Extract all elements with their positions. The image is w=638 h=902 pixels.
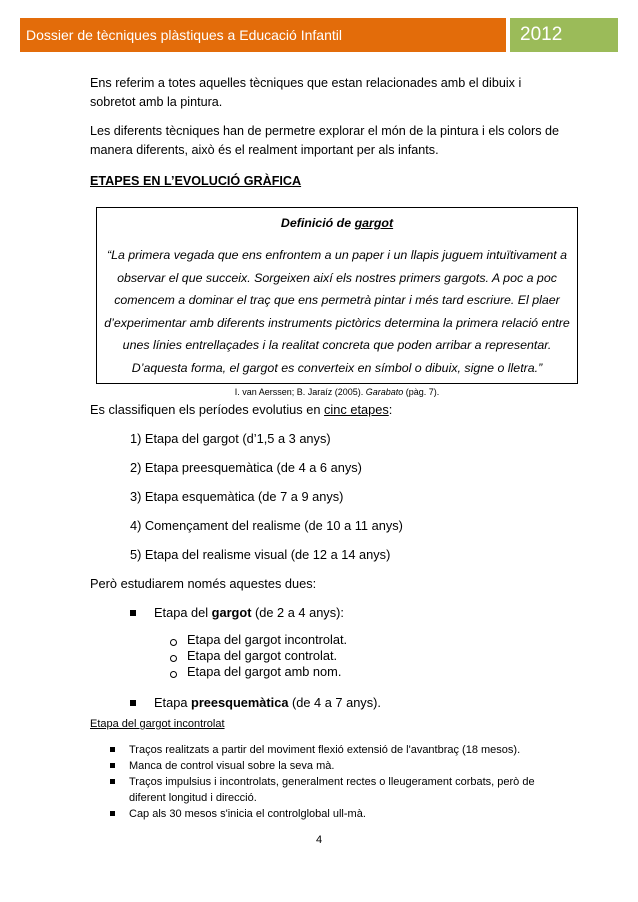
definition-quote: “La primera vegada que ens enfrontem a un paper i un llapis juguem intuïtivament a observar el que succeix. Sorgeixen així els nostres primers gargots. A poc a poc comencem a dominar el traç que ens permetrà pintar i més tard escriure. El plaer d’experimentar amb diferents instruments pictòrics determina la primera relació entre unes línies entrellaçades i la realitat concreta que poden arribar a representar. D’aquesta forma, el gargot es converteix en símbol o dibuix, signe o lletra.”: [104, 248, 570, 375]
page-number: 4: [315, 834, 323, 846]
page-header: [20, 18, 618, 52]
stage-item: 3) Etapa esquemàtica (de 7 a 9 anys): [130, 489, 344, 504]
square-bullet-icon: [110, 747, 115, 752]
study1-suffix: (de 2 a 4 anys):: [251, 605, 344, 620]
citation-authors: I. van Aerssen; B. Jaraíz (2005).: [234, 387, 366, 397]
intro-section: [90, 74, 570, 205]
square-bullet-icon: [110, 763, 115, 768]
study1-prefix: Etapa del: [154, 605, 212, 620]
study2-suffix: (de 4 a 7 anys).: [288, 695, 381, 710]
stage-item: 2) Etapa preesquemàtica (de 4 a 6 anys): [130, 460, 362, 475]
list-item-text: Traços impulsius i incontrolats, generalment rectes o lleugerament corbats, però de diferent longitud i direcció.: [129, 776, 535, 804]
substage-text: Etapa del gargot incontrolat.: [187, 632, 348, 647]
study-item-text: [154, 693, 381, 712]
substage-item: [90, 664, 570, 680]
citation-title: Garabato: [365, 387, 404, 397]
stages-intro-link: cinc etapes: [324, 402, 389, 417]
stages-intro: [90, 400, 570, 429]
list-item-text: Cap als 30 mesos s'inicia el controlglobal ull-mà.: [129, 808, 366, 820]
section-heading: ETAPES EN L’EVOLUCIÓ GRÀFICA: [90, 174, 302, 188]
definition-term: gargot: [354, 216, 394, 230]
substage-item: [90, 632, 570, 648]
study-item-text: [154, 603, 344, 622]
document-year: 2012: [510, 18, 618, 52]
definition-box: [96, 207, 578, 397]
substage-item: [90, 648, 570, 664]
list-item: [90, 806, 570, 822]
stage-item: 1) Etapa del gargot (d’1,5 a 3 anys): [130, 431, 331, 446]
intro-paragraph-2: Les diferents tècniques han de permetre explorar el món de la pintura i els colors de manera diferents, això és el realment important per als infants.: [90, 124, 560, 157]
study2-prefix: Etapa: [154, 695, 191, 710]
intro-paragraph-1: Ens referim a totes aquelles tècniques que estan relacionades amb el dibuix i sobretot amb la pintura.: [90, 76, 522, 109]
circle-bullet-icon: [170, 639, 177, 646]
square-bullet-icon: [110, 811, 115, 816]
document-title: Dossier de tècniques plàstiques a Educació Infantil: [20, 18, 506, 52]
substage-text: Etapa del gargot controlat.: [187, 648, 338, 663]
stage-item: 4) Començament del realisme (de 10 a 11 anys): [130, 518, 403, 533]
square-bullet-icon: [130, 610, 136, 616]
list-item: [90, 742, 570, 758]
uncontrolled-heading: Etapa del gargot incontrolat: [90, 718, 225, 730]
list-item-text: Manca de control visual sobre la seva mà.: [129, 760, 335, 772]
study-intro: Però estudiarem només aquestes dues:: [90, 576, 317, 591]
list-item: [90, 758, 570, 774]
stages-section: [90, 400, 570, 722]
study2-bold: preesquemàtica: [191, 695, 289, 710]
study-item-gargot: [90, 603, 570, 632]
citation-page: (pàg. 7).: [403, 387, 440, 397]
study1-bold: gargot: [211, 605, 252, 620]
definition-title: [103, 216, 571, 230]
list-item-text: Traços realitzats a partir del moviment flexió extensió de l'avantbraç (18 mesos).: [129, 744, 521, 756]
stages-intro-prefix: Es classifiquen els períodes evolutius en: [90, 402, 325, 417]
uncontrolled-section: [90, 718, 570, 822]
stages-intro-suffix: :: [388, 402, 393, 417]
circle-bullet-icon: [170, 671, 177, 678]
substage-text: Etapa del gargot amb nom.: [187, 664, 342, 679]
definition-citation: [103, 387, 571, 397]
circle-bullet-icon: [170, 655, 177, 662]
stage-item: 5) Etapa del realisme visual (de 12 a 14 anys): [130, 547, 391, 562]
square-bullet-icon: [130, 700, 136, 706]
definition-title-prefix: Definició de: [280, 216, 355, 230]
list-item: [90, 774, 570, 806]
square-bullet-icon: [110, 779, 115, 784]
